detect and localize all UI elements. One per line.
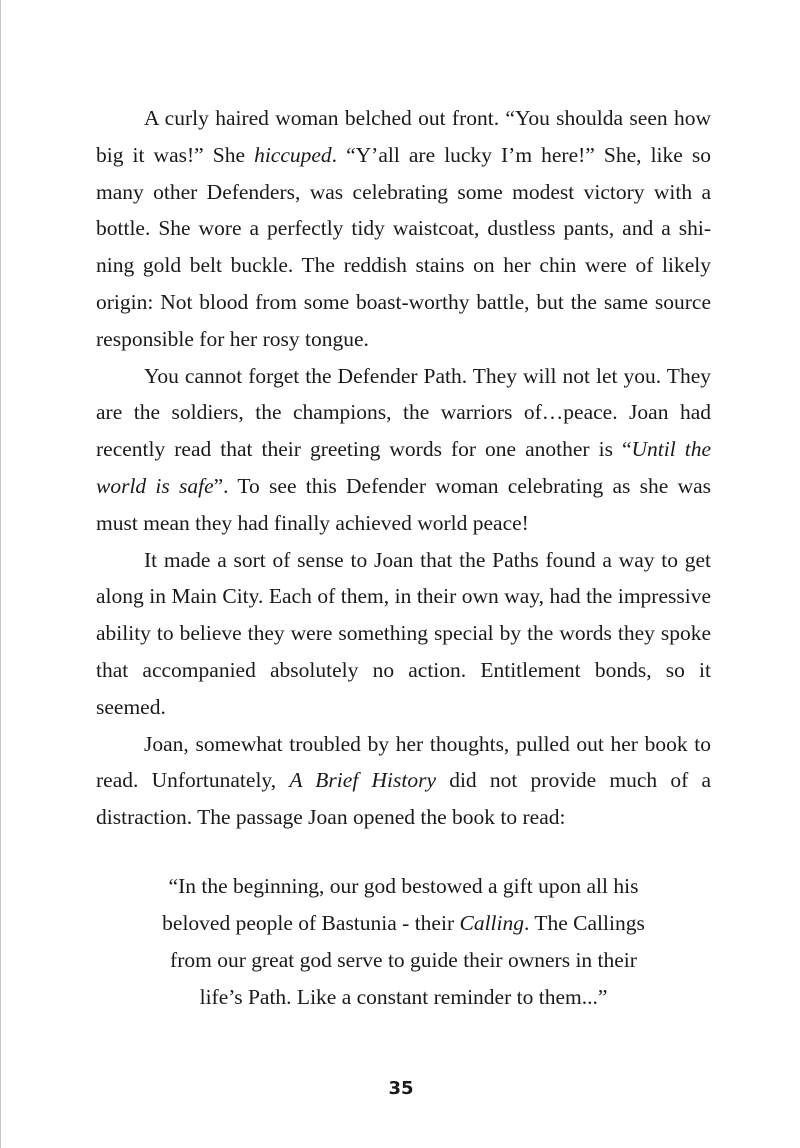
italic-text: Calling xyxy=(459,911,524,935)
block-quote xyxy=(121,868,686,1016)
paragraph xyxy=(96,726,711,836)
quote-line xyxy=(121,979,686,1016)
text-run: . The Callings xyxy=(524,911,645,935)
text-run: did not provide much of a distraction. The passage Joan opened the book to read: xyxy=(96,768,712,830)
paragraph xyxy=(96,100,711,358)
quote-line xyxy=(121,868,686,905)
text-run: It made a sort of sense to Joan that the Paths found a way to get along in Main City. Each of them, in their own way, had the impressive ability to believe they were something special by the words they spoke that accompanied absolutely no action. Entitlement bonds, so it seemed. xyxy=(96,547,711,719)
text-run: You cannot forget the Defender Path. They will not let you. They are the soldiers, the champions, the warriors of…peace. Joan had recently read that their greeting words for one another is “ xyxy=(96,363,711,462)
italic-text: hiccuped xyxy=(254,142,332,167)
text-run: A curly haired woman belched out front. “You shoulda seen how big it was!” She xyxy=(96,106,711,167)
page-number: 35 xyxy=(388,1078,414,1099)
body-text xyxy=(96,100,711,836)
quote-line xyxy=(121,905,686,942)
text-run: ”. To see this Defender woman celebrating as she was must mean they had finally achieved world peace! xyxy=(96,473,712,535)
paragraph xyxy=(96,358,711,542)
text-run: from our great god serve to guide their owners in their xyxy=(170,948,637,972)
quote-line xyxy=(121,942,686,979)
text-run: . “Y’all are lucky I’m here!” She, like so many other Defenders, was celebrating some modest victory with a bottle. She wore a perfectly tidy waistcoat, dustless pants, and a shining gold belt buckle. The reddish stains on her chin were of likely origin: Not blood from some boast-worthy battle, but the same source responsible for her rosy tongue. xyxy=(96,142,711,351)
text-run: life’s Path. Like a constant reminder to them...” xyxy=(199,985,608,1009)
text-run: “In the beginning, our god bestowed a gift upon all his xyxy=(168,874,639,898)
paragraph xyxy=(96,542,711,726)
italic-text: A Brief History xyxy=(289,768,436,793)
text-run: beloved people of Bastunia - their xyxy=(162,911,460,935)
italic-text: Until the world is safe xyxy=(96,437,711,498)
text-run: Joan, somewhat troubled by her thoughts, pulled out her book to read. Unfortunately, xyxy=(96,731,711,793)
